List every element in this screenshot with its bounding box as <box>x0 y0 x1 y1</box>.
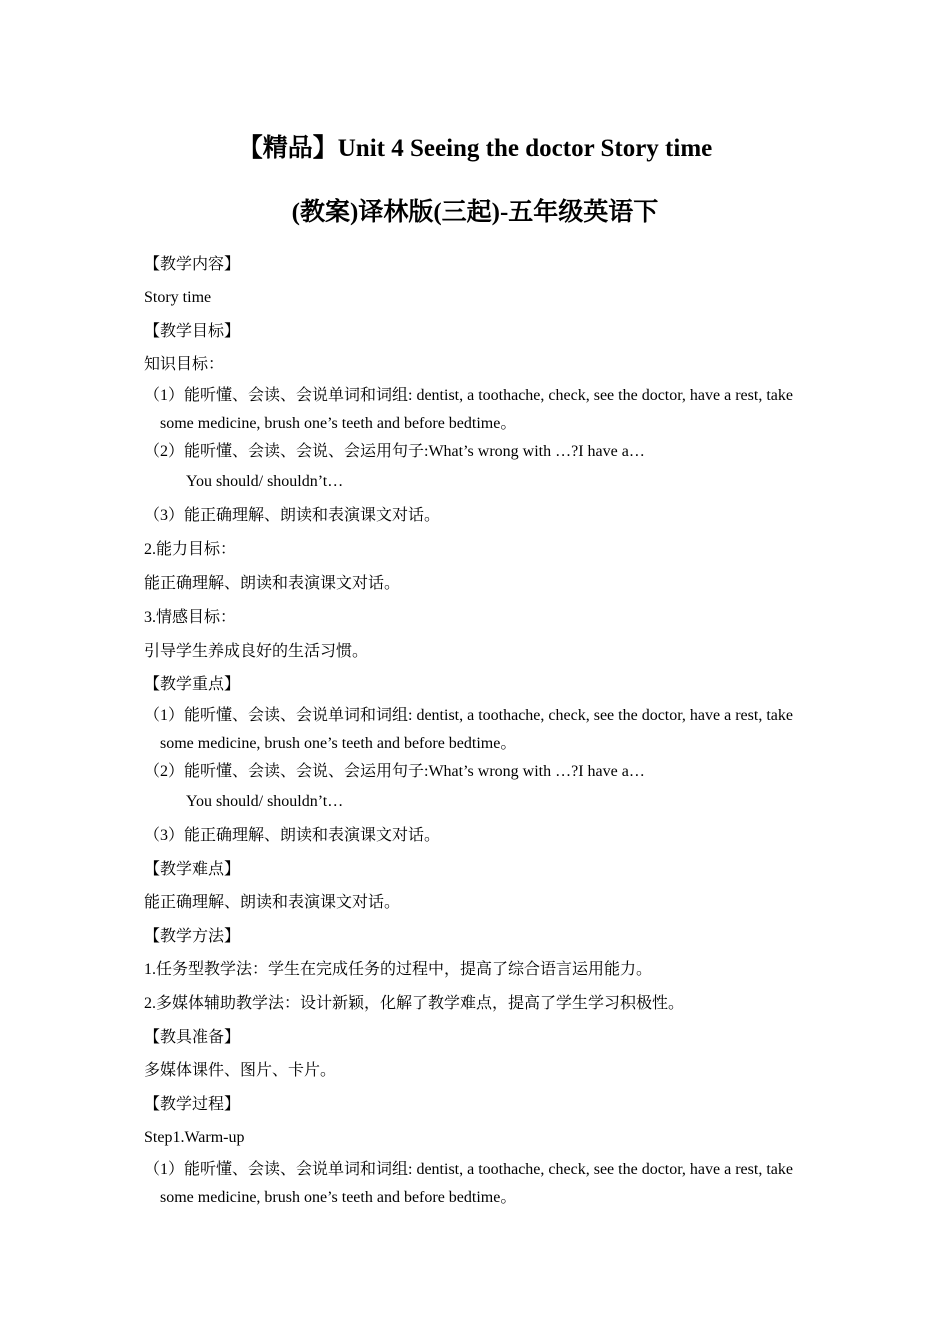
ability-goal-text: 能正确理解、朗读和表演课文对话。 <box>144 575 401 592</box>
method-item-1: 1.任务型教学法：学生在完成任务的过程中，提高了综合语言运用能力。 <box>144 961 653 978</box>
method-item-2: 2.多媒体辅助教学法：设计新颖，化解了教学难点，提高了学生学习积极性。 <box>144 995 685 1012</box>
objective-item-3: （3）能正确理解、朗读和表演课文对话。 <box>144 507 441 524</box>
section-heading-methods: 【教学方法】 <box>144 928 241 945</box>
key-point-item-1-line-2: some medicine, brush one’s teeth and before bedtime。 <box>160 735 517 752</box>
ability-goal-label: 2.能力目标： <box>144 541 237 558</box>
section-heading-process: 【教学过程】 <box>144 1096 241 1113</box>
content-text: Story time <box>144 289 212 306</box>
section-heading-key-points: 【教学重点】 <box>144 676 241 693</box>
key-point-item-1-line-1: （1）能听懂、会读、会说单词和词组: dentist, a toothache, check, see the doctor, have a rest, take <box>144 707 793 724</box>
materials-text: 多媒体课件、图片、卡片。 <box>144 1062 337 1079</box>
step1-item-1-line-2: some medicine, brush one’s teeth and before bedtime。 <box>160 1189 517 1206</box>
objective-item-2-line-2: You should/ shouldn’t… <box>186 473 344 490</box>
key-point-item-2-line-1: （2）能听懂、会读、会说、会运用句子:What’s wrong with …?I have a… <box>144 763 645 780</box>
section-heading-materials: 【教具准备】 <box>144 1029 241 1046</box>
key-point-item-3: （3）能正确理解、朗读和表演课文对话。 <box>144 827 441 844</box>
knowledge-goal-label: 知识目标： <box>144 356 225 373</box>
objective-item-1-line-1: （1）能听懂、会读、会说单词和词组: dentist, a toothache, check, see the doctor, have a rest, take <box>144 387 793 404</box>
document-title-line2: (教案)译林版(三起)-五年级英语下 <box>291 199 659 226</box>
difficulty-text: 能正确理解、朗读和表演课文对话。 <box>144 894 401 911</box>
step1-heading: Step1.Warm-up <box>144 1129 245 1146</box>
step1-item-1-line-1: （1）能听懂、会读、会说单词和词组: dentist, a toothache, check, see the doctor, have a rest, take <box>144 1161 793 1178</box>
objective-item-1-line-2: some medicine, brush one’s teeth and before bedtime。 <box>160 415 517 432</box>
key-point-item-2-line-2: You should/ shouldn’t… <box>186 793 344 810</box>
document-title-line1: 【精品】Unit 4 Seeing the doctor Story time <box>237 135 713 162</box>
section-heading-difficulty: 【教学难点】 <box>144 861 241 878</box>
emotion-goal-text: 引导学生养成良好的生活习惯。 <box>144 643 369 660</box>
objective-item-2-line-1: （2）能听懂、会读、会说、会运用句子:What’s wrong with …?I have a… <box>144 443 645 460</box>
emotion-goal-label: 3.情感目标： <box>144 609 237 626</box>
section-heading-objectives: 【教学目标】 <box>144 323 241 340</box>
section-heading-content: 【教学内容】 <box>144 256 241 273</box>
